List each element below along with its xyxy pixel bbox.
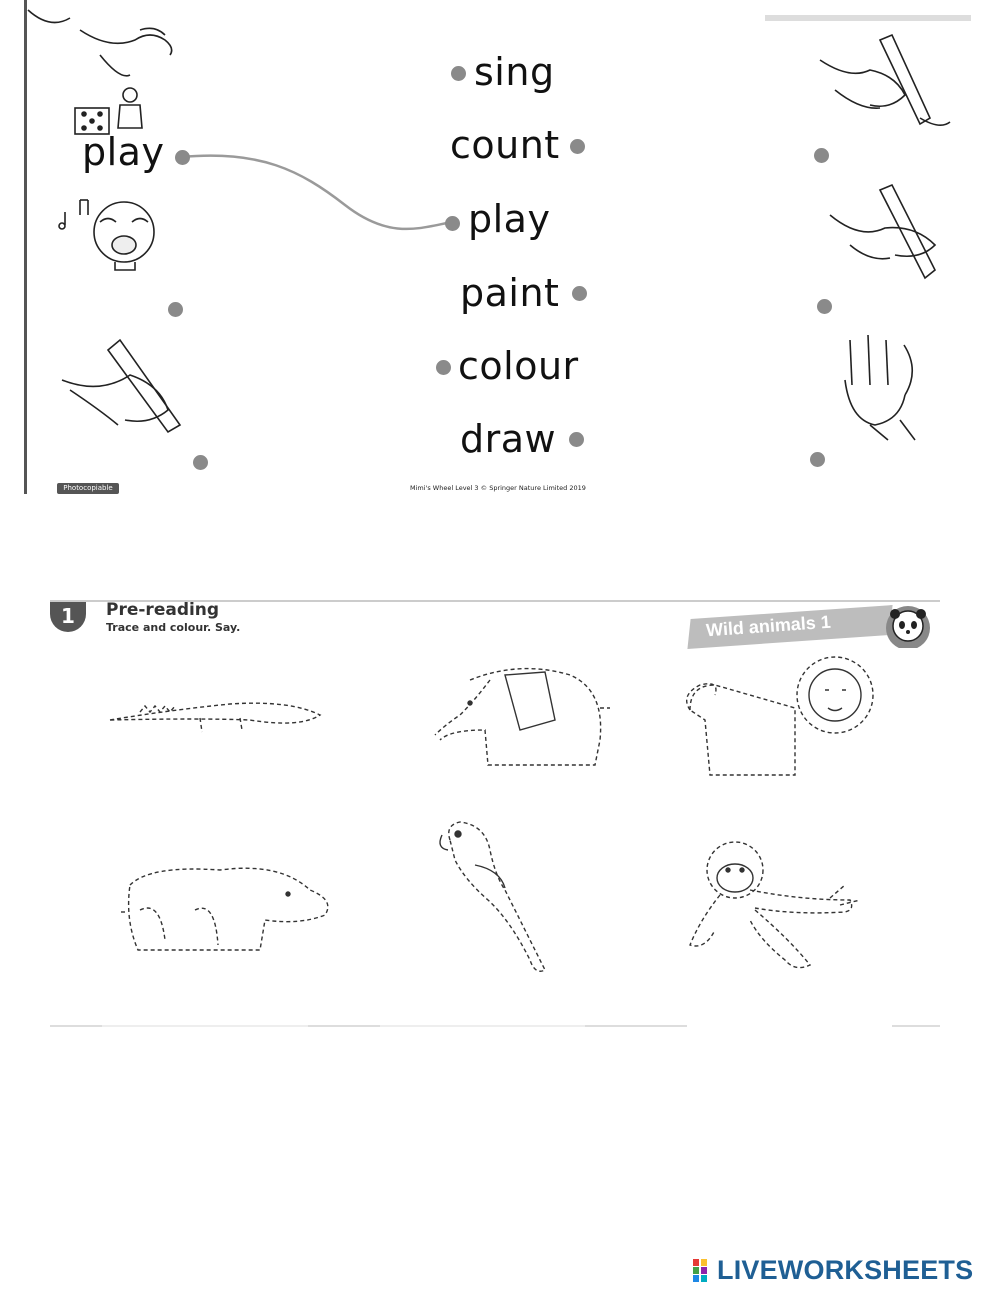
section-title: Pre-reading (106, 600, 220, 620)
left-label-play: play (82, 130, 165, 174)
bottom-line-5 (585, 1025, 687, 1027)
dot-draw[interactable] (569, 432, 584, 447)
prereading-worksheet (50, 600, 940, 1032)
dot-right-pencil[interactable] (817, 299, 832, 314)
bottom-line-1 (50, 1025, 102, 1027)
singing-face-picture (59, 200, 154, 270)
hand-dice-picture (28, 10, 172, 134)
counting-hand-picture (845, 335, 915, 440)
hand-paintbrush-picture (820, 35, 950, 125)
matching-worksheet (0, 0, 1000, 500)
dot-sing[interactable] (451, 66, 466, 81)
word-count: count (450, 123, 560, 167)
crocodile-tracing (110, 703, 320, 732)
hand-crayon-picture (62, 340, 180, 432)
liveworksheets-logo[interactable] (693, 1255, 973, 1285)
elephant-tracing (435, 669, 610, 765)
dot-paint[interactable] (572, 286, 587, 301)
unit-number-badge: 1 (50, 602, 86, 632)
animal-tracings (50, 600, 940, 1032)
hippo-tracing (118, 868, 328, 950)
copyright-text: Mimi's Wheel Level 3 © Springer Nature Limited 2019 (410, 484, 586, 492)
monkey-tracing (690, 842, 860, 968)
dot-left-crayon[interactable] (193, 455, 208, 470)
hand-pencil-picture (830, 185, 935, 278)
word-paint: paint (460, 271, 560, 315)
dot-right-brush[interactable] (814, 148, 829, 163)
play-to-play-line (182, 156, 452, 229)
word-colour: colour (458, 344, 579, 388)
dot-count[interactable] (570, 139, 585, 154)
liveworksheets-logo-icon (693, 1257, 715, 1283)
parrot-tracing (440, 822, 545, 971)
word-sing: sing (474, 50, 555, 94)
dot-right-counting[interactable] (810, 452, 825, 467)
word-play: play (468, 197, 551, 241)
dot-left-play[interactable] (175, 150, 190, 165)
bottom-line-6 (892, 1025, 940, 1027)
bottom-line-4 (380, 1025, 585, 1027)
section-instruction: Trace and colour. Say. (106, 621, 241, 634)
bottom-line-2 (102, 1025, 308, 1027)
unit-ribbon-text: Wild animals 1 (705, 611, 832, 641)
bottom-line-3 (308, 1025, 380, 1027)
lion-tracing (687, 657, 873, 775)
top-right-strip (765, 15, 971, 21)
dot-colour[interactable] (436, 360, 451, 375)
dot-play[interactable] (445, 216, 460, 231)
word-draw: draw (460, 417, 557, 461)
liveworksheets-logo-text: LIVEWORKSHEETS (717, 1254, 974, 1285)
photocopiable-badge: Photocopiable (57, 483, 119, 494)
dot-left-sing-face[interactable] (168, 302, 183, 317)
